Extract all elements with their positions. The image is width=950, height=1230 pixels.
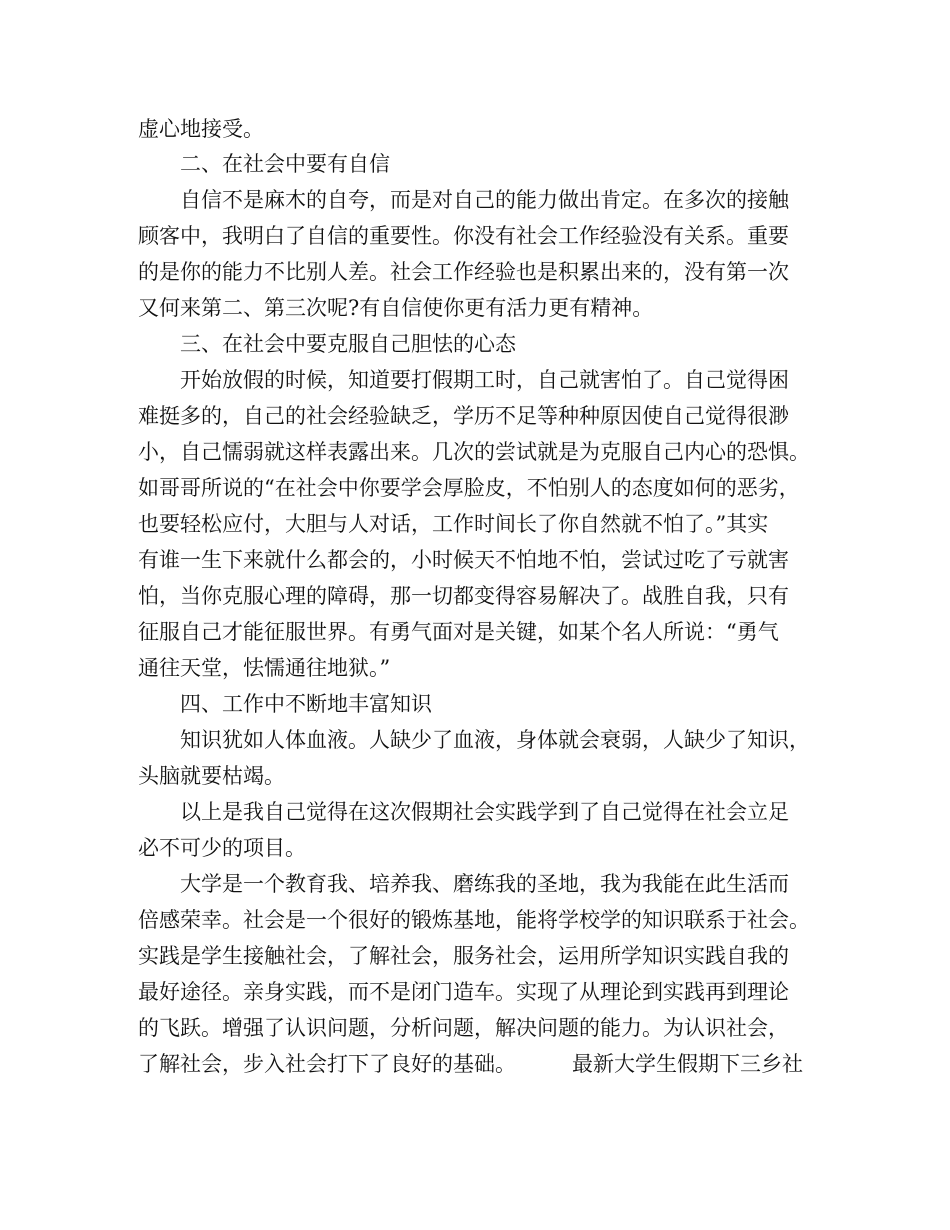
text-line: 知识犹如人体血液。人缺少了血液，身体就会衰弱，人缺少了知识， <box>180 728 810 752</box>
section-heading: 三、在社会中要克服自己胆怯的心态 <box>180 332 516 356</box>
text-line: 有谁一生下来就什么都会的，小时候天不怕地不怕，尝试过吃了亏就害 <box>138 548 789 572</box>
section-heading: 二、在社会中要有自信 <box>180 152 390 176</box>
text-line <box>138 1046 803 1082</box>
text-line: 自信不是麻木的自夸，而是对自己的能力做出肯定。在多次的接触 <box>180 188 789 212</box>
text-line: 头脑就要枯竭。 <box>138 764 285 788</box>
text-line: 虚心地接受。 <box>138 117 264 141</box>
section-heading: 四、工作中不断地丰富知识 <box>180 692 432 716</box>
trailing-title-text: 最新大学生假期下三乡社 <box>572 1052 803 1076</box>
text-line: 顾客中，我明白了自信的重要性。你没有社会工作经验没有关系。重要 <box>138 224 789 248</box>
text-line: 开始放假的时候，知道要打假期工时，自己就害怕了。自己觉得困 <box>180 368 789 392</box>
text-line: 以上是我自己觉得在这次假期社会实践学到了自己觉得在社会立足 <box>180 800 789 824</box>
text-line: 也要轻松应付，大胆与人对话，工作时间长了你自然就不怕了。”其实 <box>138 512 769 536</box>
text-line: 难挺多的，自己的社会经验缺乏，学历不足等种种原因使自己觉得很渺 <box>138 404 789 428</box>
text-line: 通往天堂，怯懦通往地狱。” <box>138 656 391 680</box>
text-line: 的是你的能力不比别人差。社会工作经验也是积累出来的，没有第一次 <box>138 260 789 284</box>
text-line: 如哥哥所说的“在社会中你要学会厚脸皮，不怕别人的态度如何的恶劣， <box>138 476 800 500</box>
text-line: 实践是学生接触社会，了解社会，服务社会，运用所学知识实践自我的 <box>138 944 789 968</box>
text-line: 又何来第二、第三次呢?有自信使你更有活力更有精神。 <box>138 296 654 320</box>
text-line: 小，自己懦弱就这样表露出来。几次的尝试就是为克服自己内心的恐惧。 <box>138 440 810 464</box>
text-line-content: 了解社会，步入社会打下了良好的基础。 <box>138 1052 516 1076</box>
text-line: 怕，当你克服心理的障碍，那一切都变得容易解决了。战胜自我，只有 <box>138 584 789 608</box>
text-line: 必不可少的项目。 <box>138 836 306 860</box>
text-line: 倍感荣幸。社会是一个很好的锻炼基地，能将学校学的知识联系于社会。 <box>138 908 810 932</box>
text-line: 征服自己才能征服世界。有勇气面对是关键，如某个名人所说：“勇气 <box>138 620 779 644</box>
text-line: 最好途径。亲身实践，而不是闭门造车。实现了从理论到实践再到理论 <box>138 980 789 1004</box>
text-line: 的飞跃。增强了认识问题，分析问题，解决问题的能力。为认识社会， <box>138 1016 789 1040</box>
text-line: 大学是一个教育我、培养我、磨练我的圣地，我为我能在此生活而 <box>180 872 789 896</box>
